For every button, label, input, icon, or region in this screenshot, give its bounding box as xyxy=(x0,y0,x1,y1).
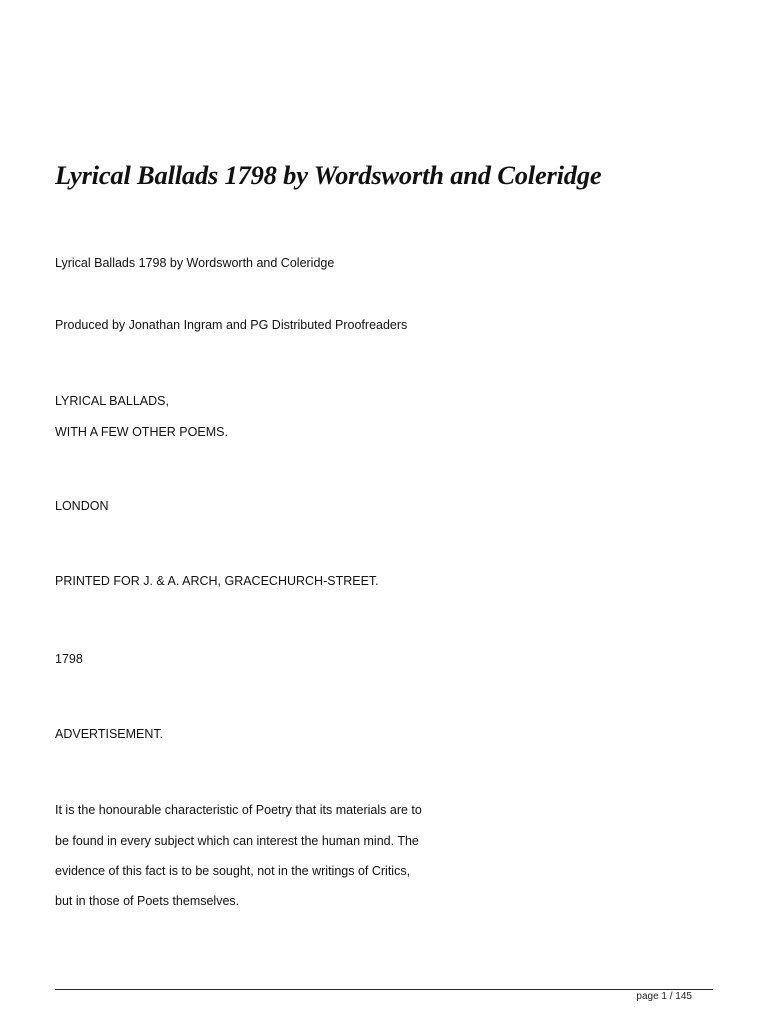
page-number: page 1 / 145 xyxy=(636,991,692,1002)
book-title-line-2: WITH A FEW OTHER POEMS. xyxy=(55,425,228,439)
document-title: Lyrical Ballads 1798 by Wordsworth and Coleridge xyxy=(55,160,602,190)
credits-line: Produced by Jonathan Ingram and PG Distributed Proofreaders xyxy=(55,318,408,332)
paragraph-line: but in those of Poets themselves. xyxy=(55,894,240,908)
footer-divider xyxy=(55,989,713,990)
document-subtitle: Lyrical Ballads 1798 by Wordsworth and Coleridge xyxy=(55,256,335,270)
paragraph-line: be found in every subject which can interest the human mind. The xyxy=(55,834,419,848)
section-heading: ADVERTISEMENT. xyxy=(55,727,164,741)
paragraph-line: evidence of this fact is to be sought, not in the writings of Critics, xyxy=(55,864,411,878)
year-line: 1798 xyxy=(55,652,83,666)
printer-line: PRINTED FOR J. & A. ARCH, GRACECHURCH-STREET. xyxy=(55,574,379,588)
paragraph-line: It is the honourable characteristic of Poetry that its materials are to xyxy=(55,803,422,817)
book-title-line-1: LYRICAL BALLADS, xyxy=(55,394,169,408)
place-line: LONDON xyxy=(55,499,109,513)
